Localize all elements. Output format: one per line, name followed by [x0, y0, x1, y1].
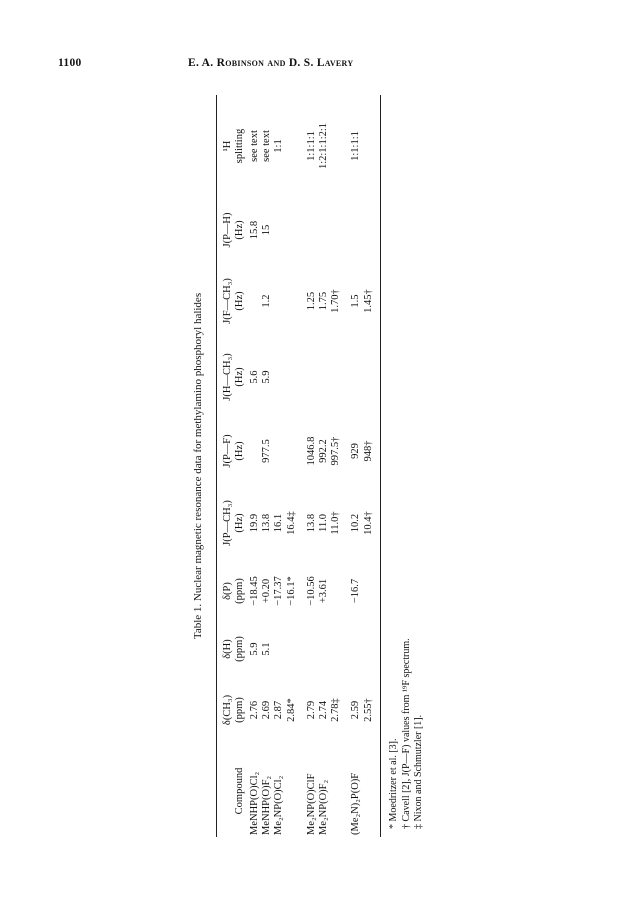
table-cell: [306, 339, 318, 415]
col-header: J(F—CH₃) (Hz): [222, 278, 245, 324]
col-header: δ(CH₃) (ppm): [222, 694, 245, 726]
table-cell: 2.55†: [362, 698, 374, 722]
running-head: E. A. Robinson and D. S. Lavery: [188, 57, 354, 69]
row-spacer: [298, 95, 306, 837]
table-cell: 2.78‡: [330, 698, 342, 722]
compound-cell: (Me₂N)₂P(O)F: [350, 772, 362, 835]
table-cell: 2.79: [305, 700, 317, 720]
table-cell: −17.37: [273, 576, 285, 606]
footnote: * Moedritzer et al. [3].: [388, 738, 399, 829]
table-cell: see text: [261, 130, 273, 162]
table-row: [306, 95, 318, 837]
table-row: [261, 95, 273, 837]
compound-cell: [330, 745, 342, 837]
footnote: ‡ Nixon and Schmutzler [1].: [413, 714, 424, 829]
table-cell: 11.0: [318, 514, 330, 532]
table-cell: [273, 197, 285, 263]
table-cell: [330, 197, 342, 263]
table-cell: 1:1:1:1: [305, 131, 317, 161]
table-cell: [286, 95, 298, 197]
table-cell: [350, 197, 362, 263]
table-cell: 15.8: [249, 220, 260, 240]
table-cell: 2.74: [318, 700, 330, 720]
col-header: J(P—H) (Hz): [222, 212, 245, 248]
table-cell: 5.9: [249, 642, 260, 656]
col-header: δ(P) (ppm): [222, 578, 245, 604]
table-cell: [330, 339, 342, 415]
table-cell: 16.4‡: [285, 511, 297, 535]
page-number: 1100: [58, 57, 82, 69]
table-cell: [363, 623, 375, 675]
table-cell: see text: [249, 130, 260, 162]
col-header: J(H—CH₃) (Hz): [222, 353, 245, 401]
table-cell: [249, 263, 261, 339]
compound-cell: MeNHP(O)Cl₂: [249, 771, 260, 835]
table-cell: 1.25: [305, 291, 317, 311]
col-header: ¹H splitting: [222, 128, 245, 164]
table-cell: 2.87: [273, 700, 285, 720]
table-cell: −10.56: [305, 576, 317, 606]
col-header: δ(H) (ppm): [222, 636, 245, 662]
table-row: [318, 95, 330, 837]
table-cell: [363, 95, 375, 197]
table-cell: 1:1: [273, 139, 285, 153]
top-rule: [216, 95, 217, 837]
compound-cell: [363, 745, 375, 837]
table-cell: [306, 197, 318, 263]
compound-cell: Me₂NP(O)F₂: [318, 779, 330, 835]
table-cell: +3.61: [318, 578, 330, 604]
table-caption: Table 1. Nuclear magnetic resonance data for methylamino phosphoryl halides: [192, 292, 204, 640]
nmr-data-table: [218, 95, 375, 837]
table-cell: [286, 415, 298, 487]
table-row: [363, 95, 375, 837]
table-cell: 948†: [362, 440, 374, 462]
table-cell: [330, 623, 342, 675]
table-cell: 1.45†: [362, 289, 374, 313]
footnote: † Cavell [2], J(P—F) values from ¹⁹F spectrum.: [400, 638, 412, 829]
table-cell: 1:2:1:1:2:1: [318, 122, 330, 170]
page-header: [0, 57, 624, 73]
col-header: J(P—CH₃) (Hz): [222, 500, 245, 546]
table-cell: [330, 559, 342, 623]
table-cell: [350, 623, 362, 675]
table-cell: 1.5: [350, 294, 362, 308]
table-cell: −16.7: [350, 578, 362, 604]
compound-cell: Me₂NP(O)Cl₂: [273, 775, 285, 835]
table-cell: 13.8: [305, 513, 317, 533]
table-cell: 19.9: [249, 513, 260, 533]
rotated-table-block: [192, 95, 430, 837]
table-cell: 997.5†: [330, 436, 342, 466]
table-row: [330, 95, 342, 837]
table-cell: 977.5: [261, 439, 273, 463]
table-cell: [330, 95, 342, 197]
table-cell: [318, 197, 330, 263]
table-cell: [350, 339, 362, 415]
table-cell: [249, 415, 261, 487]
table-cell: [306, 623, 318, 675]
compound-cell: MeNHP(O)F₂: [261, 775, 273, 835]
table-cell: 1.70†: [330, 289, 342, 313]
table-cell: 1:1:1:1: [350, 131, 362, 161]
table-cell: [363, 559, 375, 623]
table-cell: [286, 623, 298, 675]
table-cell: 992.2: [318, 439, 330, 463]
table-cell: 2.84*: [285, 698, 297, 722]
bottom-rule: [380, 95, 381, 837]
table-cell: [273, 263, 285, 339]
table-cell: 15: [261, 224, 273, 236]
table-cell: [318, 339, 330, 415]
table-cell: 5.9: [261, 370, 273, 384]
table-cell: 10.4†: [362, 511, 374, 535]
table-cell: 11.0†: [330, 511, 342, 535]
table-cell: [286, 263, 298, 339]
table-cell: +0.20: [261, 578, 273, 604]
table-cell: [286, 197, 298, 263]
header-row: [218, 95, 249, 837]
table-cell: 1046.8: [305, 436, 317, 466]
table-cell: [273, 339, 285, 415]
table-cell: 13.8: [261, 513, 273, 533]
table-cell: −18.45: [249, 576, 260, 606]
table-row: [249, 95, 261, 837]
table-cell: 5.6: [249, 370, 260, 384]
table-cell: 16.1: [273, 513, 285, 533]
table-cell: 1.75: [318, 291, 330, 311]
footnotes: [388, 638, 426, 829]
table-row: [273, 95, 285, 837]
table-cell: [318, 623, 330, 675]
table-cell: 1.2: [261, 294, 273, 308]
col-header: Compound: [234, 767, 245, 815]
table-cell: 5.1: [261, 642, 273, 656]
table-cell: [363, 339, 375, 415]
table-cell: 2.76: [249, 700, 260, 720]
table-cell: 2.59: [350, 700, 362, 720]
row-spacer: [342, 95, 350, 837]
table-cell: [363, 197, 375, 263]
table-cell: 2.69: [261, 700, 273, 720]
col-header: J(P—F) (Hz): [222, 434, 245, 468]
table-cell: [273, 415, 285, 487]
table-cell: 929: [350, 443, 362, 459]
compound-cell: Me₂NP(O)ClF: [305, 773, 317, 835]
table-row: [286, 95, 298, 837]
table-row: [350, 95, 362, 837]
compound-cell: [286, 745, 298, 837]
table-cell: 10.2: [350, 513, 362, 533]
table-cell: [273, 623, 285, 675]
table-cell: [286, 339, 298, 415]
table-cell: −16.1*: [285, 576, 297, 606]
